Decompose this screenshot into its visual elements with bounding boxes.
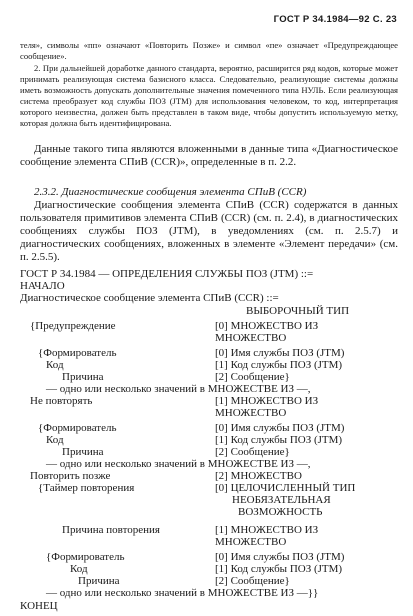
end-keyword: КОНЕЦ	[20, 600, 58, 612]
code-tag: [1] Код службы ПОЗ (JTM)	[215, 359, 343, 371]
code-field: Код	[70, 563, 88, 575]
paragraph-continuation: теля», символы «пп» означают «Повторить Позже» и символ «пе» означает «Предупреждающее сообщение».	[20, 40, 398, 61]
former-field: {Формирователь	[38, 347, 117, 359]
set-keyword: МНОЖЕСТВО	[215, 536, 287, 548]
retry-reason-field: Причина повторения	[62, 524, 160, 536]
retry-reason-tag: [1] МНОЖЕСТВО ИЗ	[215, 524, 319, 536]
code-field: Код	[46, 434, 64, 446]
comment-line-last: — одно или несколько значений в МНОЖЕСТВЕ ИЗ —}}	[46, 587, 319, 599]
diag-definition: Диагностическое сообщение элемента СПиВ (CCR) ::=	[20, 292, 279, 304]
choice-type: ВЫБОРОЧНЫЙ ТИП	[246, 305, 350, 317]
warning-tag: [0] МНОЖЕСТВО ИЗ	[215, 320, 319, 332]
code-tag: [1] Код службы ПОЗ (JTM)	[215, 434, 343, 446]
diagnostic-paragraph: Диагностические сообщения элемента СПиВ (CCR) содержатся в данных пользователя примитивов элемента СПиВ (CCR) (см. п. 2.4), в диагностических сообщениях службы ПОЗ (JTM), в уведомлениях (см. п. 2.5.7) и диагностических сообщениях, вложенных в элементе «Элемент передачи» (см. п. 2.5.5).	[20, 199, 398, 263]
code-tag: [1] Код службы ПОЗ (JTM)	[215, 563, 343, 575]
former-tag: [0] Имя службы ПОЗ (JTM)	[215, 422, 345, 434]
retry-later-field: Повторить позже	[30, 470, 111, 482]
former-field: {Формирователь	[46, 551, 125, 563]
timer-tag: [0] ЦЕЛОЧИСЛЕННЫЙ ТИП	[215, 482, 356, 494]
no-repeat-field: Не повторять	[30, 395, 93, 407]
optional-keyword: НЕОБЯЗАТЕЛЬНАЯ	[232, 494, 331, 506]
timer-field: {Таймер повторения	[38, 482, 135, 494]
reason-tag: [2] Сообщение}	[215, 371, 290, 383]
comment-line: — одно или несколько значений в МНОЖЕСТВЕ ИЗ —,	[46, 383, 311, 395]
begin-keyword: НАЧАЛО	[20, 280, 65, 292]
embedded-data-paragraph: Данные такого типа являются вложенными в данные типа «Диагностическое сообщение элемента СПиВ (CCR)», определенные в п. 2.2.	[20, 143, 398, 168]
comment-line: — одно или несколько значений в МНОЖЕСТВЕ ИЗ —,	[46, 458, 311, 470]
section-title: 2.3.2. Диагностические сообщения элемента СПиВ (CCR)	[34, 186, 307, 198]
page-header: ГОСТ Р 34.1984—92 С. 23	[273, 14, 397, 25]
module-definition: ГОСТ Р 34.1984 — ОПРЕДЕЛЕНИЯ СЛУЖБЫ ПОЗ (JTM) ::=	[20, 268, 314, 280]
code-field: Код	[46, 359, 64, 371]
retry-later-tag: [2] МНОЖЕСТВО	[215, 470, 302, 482]
note-2-paragraph: 2. При дальнейшей доработке данного стандарта, вероятно, расширится ряд кодов, которые может принимать реализующая система базисного класса. Следовательно, реализующие системы должны иметь возможность допускать дополнительные значения помеченного типа НУЛЬ. Если реализующая система преобразует код службы ПОЗ (JTM) для использования человеком, то код, интерпретация которого неизвестна, должен быть представлен в таком виде, чтобы допустить используемую метку, которая должна быть идентифицирована.	[20, 63, 398, 128]
no-repeat-tag: [1] МНОЖЕСТВО ИЗ	[215, 395, 319, 407]
set-keyword: МНОЖЕСТВО	[215, 332, 287, 344]
reason-field: Причина	[78, 575, 120, 587]
warning-field: {Предупреждение	[30, 320, 116, 332]
reason-tag: [2] Сообщение}	[215, 446, 290, 458]
set-keyword: МНОЖЕСТВО	[215, 407, 287, 419]
reason-tag: [2] Сообщение}	[215, 575, 290, 587]
reason-field: Причина	[62, 371, 104, 383]
former-field: {Формирователь	[38, 422, 117, 434]
former-tag: [0] Имя службы ПОЗ (JTM)	[215, 347, 345, 359]
former-tag: [0] Имя службы ПОЗ (JTM)	[215, 551, 345, 563]
reason-field: Причина	[62, 446, 104, 458]
possibility-keyword: ВОЗМОЖНОСТЬ	[238, 506, 323, 518]
